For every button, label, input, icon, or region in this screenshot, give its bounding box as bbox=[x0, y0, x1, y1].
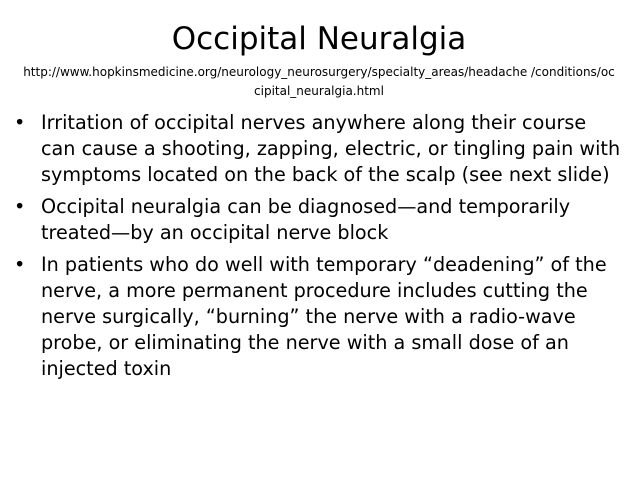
bullet-item bbox=[14, 194, 626, 246]
bullet-text: Irritation of occipital nerves anywhere along their course can cause a shooting, zapping, electric, or tingling pain with symptoms located on the back of the scalp (see next slide) bbox=[41, 111, 621, 186]
bullet-icon: • bbox=[14, 195, 26, 218]
bullet-item bbox=[14, 252, 626, 382]
bullet-text: In patients who do well with temporary “deadening” of the nerve, a more permanent procedure includes cutting the nerve surgically, “burning” the nerve with a radio-wave probe, or eliminating the nerve with a small dose of an injected toxin bbox=[41, 253, 607, 380]
bullet-icon: • bbox=[14, 253, 26, 276]
bullet-item bbox=[14, 110, 626, 188]
bullet-text: Occipital neuralgia can be diagnosed—and temporarily treated—by an occipital nerve block bbox=[41, 195, 571, 244]
bullet-icon: • bbox=[14, 111, 26, 134]
source-url: http://www.hopkinsmedicine.org/neurology_neurosurgery/specialty_areas/headache /conditions/occipital_neuralgia.html bbox=[23, 65, 615, 98]
slide-title: Occipital Neuralgia bbox=[171, 21, 467, 57]
bullet-list bbox=[14, 110, 626, 388]
